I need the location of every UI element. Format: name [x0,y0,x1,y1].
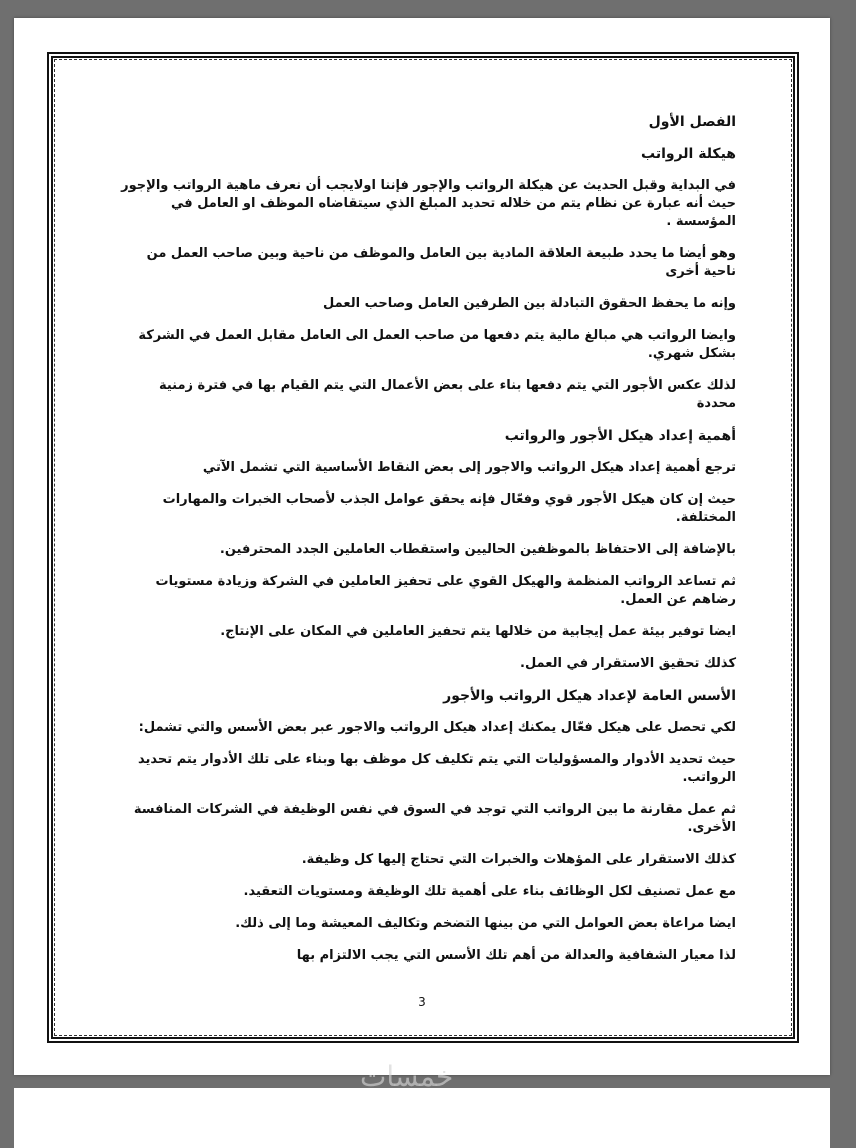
page-content [118,113,736,979]
chapter-heading: الفصل الأول [648,114,736,130]
paragraph: وهو أيضا ما يحدد طبيعة العلاقة المادية بين العامل والموظف من ناحية وبين صاحب العمل من ناحية أخرى [146,246,736,279]
page-number: 3 [418,995,426,1009]
importance-item: ترجع أهمية إعداد هيكل الرواتب والاجور إلى بعض النقاط الأساسية التي تشمل الآتي [202,460,736,475]
foundation-item: ايضا مراعاة بعض العوامل التي من بينها التضخم وتكاليف المعيشة وما إلى ذلك. [235,916,736,931]
next-document-page [14,1088,830,1148]
importance-item: ثم تساعد الرواتب المنظمة والهيكل القوي على تحفيز العاملين في الشركة وزيادة مستويات رضاهم عن العمل. [155,574,736,607]
paragraph: وإنه ما يحفظ الحقوق التبادلة بين الطرفين العامل وصاحب العمل [323,296,736,311]
foundation-item: مع عمل تصنيف لكل الوظائف بناء على أهمية تلك الوظيفة ومستويات التعقيد. [243,884,736,899]
foundation-item: كذلك الاستقرار على المؤهلات والخبرات التي تحتاج إليها كل وظيفة. [301,852,736,867]
section-heading-importance: أهمية إعداد هيكل الأجور والرواتب [504,428,736,444]
importance-item: حيث إن كان هيكل الأجور قوي وفعّال فإنه يحقق عوامل الجذب لأصحاب الخبرات والمهارات المختلفة. [162,492,736,525]
paragraph: وايضا الرواتب هي مبالغ مالية يتم دفعها من صاحب العمل الى العامل مقابل العمل في الشركة بشكل شهري. [138,328,736,361]
paragraph: لذلك عكس الأجور التي يتم دفعها بناء على بعض الأعمال التي يتم القيام بها في فترة زمنية محددة [158,378,736,411]
importance-item: بالإضافة إلى الاحتفاظ بالموظفين الحاليين واستقطاب العاملين الجدد المحترفين. [219,542,736,557]
importance-item: كذلك تحقيق الاستقرار في العمل. [520,656,736,671]
paragraph: في البداية وقبل الحديث عن هيكلة الرواتب والإجور فإننا اولايجب أن نعرف ماهية الرواتب والإجور حيث أنه عبارة عن نظام يتم من خلاله تحديد المبلغ الذي سيتقاضاه الموظف او العامل في المؤسسة . [121,178,736,229]
foundation-item: لكي تحصل على هيكل فعّال يمكنك إعداد هيكل الرواتب والاجور عبر بعض الأسس والتي تشمل: [138,720,736,735]
watermark: خمسات [360,1060,454,1093]
section-heading-foundations: الأسس العامة لإعداد هيكل الرواتب والأجور [443,688,736,704]
foundation-item: ثم عمل مقارنة ما بين الرواتب التي توجد في السوق في نفس الوظيفة في الشركات المنافسة الأخرى. [133,802,736,835]
foundation-item: حيث تحديد الأدوار والمسؤوليات التي يتم تكليف كل موظف بها وبناء على تلك الأدوار يتم تحديد الرواتب. [138,752,736,785]
foundation-item: لذا معيار الشفافية والعدالة من أهم تلك الأسس التي يجب الالتزام بها [296,948,736,963]
document-page [14,18,830,1075]
section-heading-salary-structure: هيكلة الرواتب [641,146,736,162]
importance-item: ايضا توفير بيئة عمل إيجابية من خلالها يتم تحفيز العاملين في المكان على الإنتاج. [220,624,736,639]
